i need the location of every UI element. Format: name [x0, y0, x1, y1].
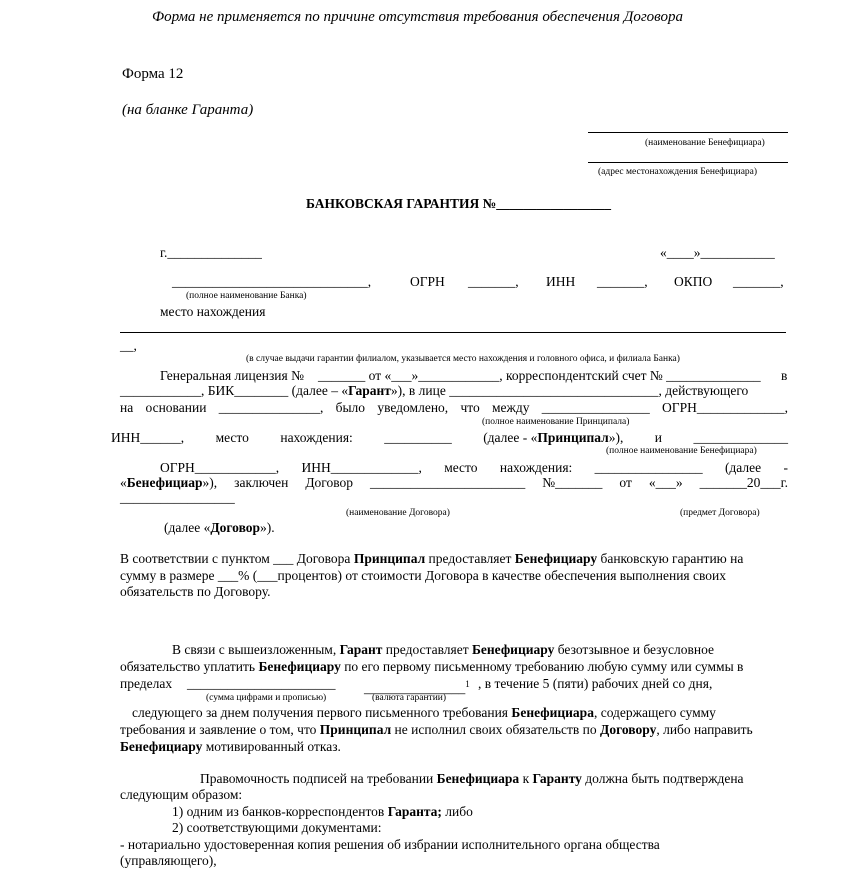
- form-blank-note: (на бланке Гаранта): [122, 102, 254, 118]
- location-tail: __,: [120, 338, 137, 353]
- city-field: г.______________: [160, 245, 262, 260]
- para2-line5: требования и заявление о том, что Принципал не исполнил своих обязательств по Договору, либо направить: [120, 722, 753, 737]
- ogrn-line: ОГРН____________, ИНН_____________, место нахождения: ________________ (далее -: [160, 460, 788, 475]
- location-label: место нахождения: [160, 304, 266, 319]
- para1-line1: В соответствии с пунктом ___ Договора Принципал предоставляет Бенефициару банковскую гарантию на: [120, 551, 744, 566]
- para2-line6: Бенефициару мотивированный отказ.: [120, 739, 341, 754]
- okpo-label: ОКПО: [674, 274, 713, 289]
- para3-option-1: 1) одним из банков-корреспондентов Гаранта; либо: [172, 804, 473, 819]
- para3-option-2: 2) соответствующими документами:: [172, 820, 382, 835]
- contract-subject-caption: (предмет Договора): [680, 508, 760, 518]
- para3-line5: - нотариально удостоверенная копия решения об избрании исполнительного органа общества: [120, 837, 660, 852]
- form-number: Форма 12: [122, 66, 184, 82]
- header-note: Форма не применяется по причине отсутствия требования обеспечения Договора: [152, 9, 683, 25]
- location-line: [120, 332, 786, 333]
- para2-limit-label: пределах: [120, 676, 173, 691]
- bank-full-name-caption: (полное наименование Банка): [186, 291, 307, 301]
- inn-blank: _______,: [597, 274, 648, 289]
- para3-line2: следующим образом:: [120, 787, 243, 802]
- ogrn-label: ОГРН: [410, 274, 445, 289]
- license-line-3: на основании _______________, было уведомлено, что между ________________ ОГРН_____________,: [120, 400, 788, 415]
- license-label: Генеральная лицензия №: [160, 368, 304, 383]
- para2-line3-tail: , в течение 5 (пяти) рабочих дней со дня,: [478, 676, 713, 691]
- branch-note: (в случае выдачи гарантии филиалом, указывается место нахождения и головного офиса, и филиала Банка): [246, 354, 680, 364]
- beneficiary-full-name-caption: (полное наименование Бенефициара): [606, 446, 757, 456]
- sum-caption: (сумма цифрами и прописью): [206, 693, 327, 703]
- currency-caption: (валюта гарантии): [372, 693, 447, 703]
- para2-currency-blank: _______________$^1$: [364, 679, 470, 696]
- ogrn-blank: _______,: [468, 274, 519, 289]
- para2-line4: следующего за днем получения первого письменного требования Бенефициара, содержащего сумму: [132, 705, 716, 720]
- beneficiary-address-caption: (адрес местонахождения Бенефициара): [598, 167, 758, 177]
- para2-sum-blank: ______________________: [187, 676, 336, 691]
- inn-label: ИНН: [546, 274, 576, 289]
- para1-line2: сумму в размере ___% (___процентов) от стоимости Договора в качестве обеспечения выполнения своих: [120, 568, 727, 583]
- para1-line3: обязательств по Договору.: [120, 584, 271, 599]
- hereinafter-contract: (далее «Договор»).: [164, 520, 275, 535]
- inn-location-line: ИНН______, место нахождения: __________ (далее - «Принципал»), и ______________: [111, 430, 788, 445]
- para3-line6: (управляющего),: [120, 853, 217, 868]
- contract-name-caption: (наименование Договора): [346, 508, 450, 518]
- document-title: БАНКОВСКАЯ ГАРАНТИЯ №_________________: [306, 196, 611, 211]
- license-line-2: ____________, БИК________ (далее – «Гарант»), в лице _______________________________, действующего: [120, 383, 749, 398]
- contract-blank: _________________: [120, 490, 235, 505]
- date-field: «____»___________: [660, 245, 775, 260]
- okpo-blank: _______,: [733, 274, 784, 289]
- license-in: в: [781, 368, 788, 383]
- beneficiary-name-caption: (наименование Бенефициара): [645, 138, 765, 148]
- para2-line1: В связи с вышеизложенным, Гарант предоставляет Бенефициару безотзывное и безусловное: [172, 642, 714, 657]
- license-details: _______ от «___»____________, корреспондентский счет № ______________: [318, 368, 761, 383]
- para3-line1: Правомочность подписей на требовании Бенефициара к Гаранту должна быть подтверждена: [200, 771, 744, 786]
- bank-name-blank: _____________________________,: [172, 274, 372, 289]
- para2-line2: обязательство уплатить Бенефициару по его первому письменному требованию любую сумму или суммы в: [120, 659, 744, 674]
- beneficiary-name-line: [588, 132, 788, 133]
- principal-full-name-caption: (полное наименование Принципала): [482, 417, 630, 427]
- beneficiary-address-line: [588, 162, 788, 163]
- contract-line: «Бенефициар»), заключен Договор _______________________ №_______ от «___» _______20___г.: [120, 475, 788, 490]
